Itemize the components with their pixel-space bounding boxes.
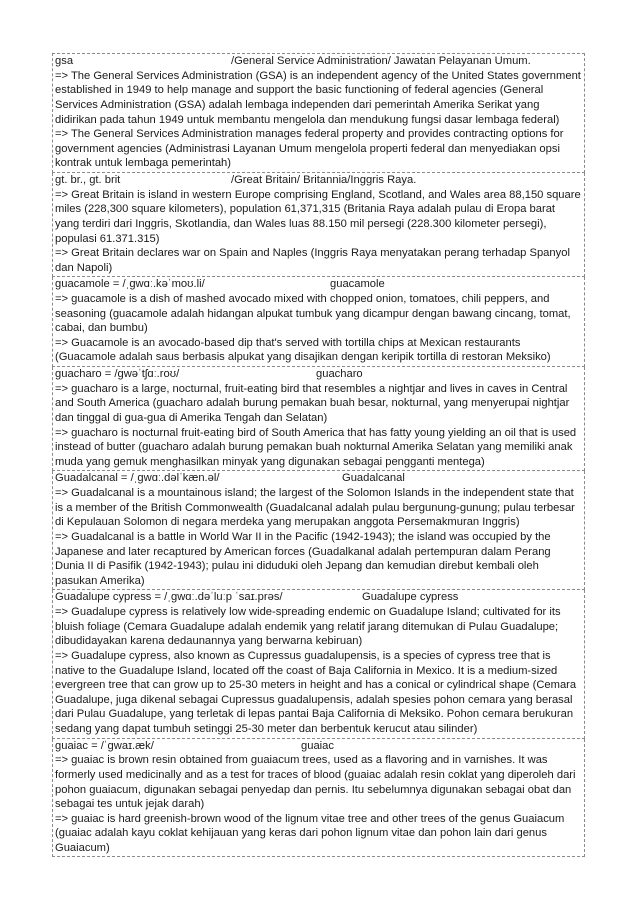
entry-header	[55, 367, 582, 382]
entry-definition: => Guadalupe cypress is relatively low wide-spreading endemic on Guadalupe Island; cultivated for its bluish foliage (Cemara Guadalupe adalah endemik yang relatif jarang ditemukan di Pulau Guadalupe; dibudidayakan karena dedaunannya yang berwarna kebiruan)	[55, 606, 561, 648]
entry-gloss: Guadalcanal	[342, 472, 405, 485]
entry-gloss: guacamole	[330, 278, 385, 291]
entry-definition: => guaiac is brown resin obtained from guaiacum trees, used as a flavoring and in varnishes. It was formerly used medicinally and as a test for traces of blood (guaiac adalah resin coklat yang diperoleh dari pohon guaiacum, digunakan sebagai penyedap dan pernis. Itu sebelumnya digunakan sebagai obat dan sebagai tes untuk jejak darah)	[55, 754, 576, 811]
entry-definition: => guacamole is a dish of mashed avocado mixed with chopped onion, tomatoes, chili peppers, and seasoning (guacamole adalah hidangan alpukat tumbuk yang dicampur dengan bawang cincang, tomat, cabai, dan bumbu)	[55, 293, 571, 335]
entry-definition: => Guadalupe cypress, also known as Cupressus guadalupensis, is a species of cypress tree that is native to the Guadalupe Island, located off the coast of Baja California in Mexico. It is a medium-sized evergreen tree that can grow up to 25-30 meters in height and has a conical or cylindrical shape (Cemara Guadalupe, juga dikenal sebagai Cupressus guadalupensis, adalah spesies pohon cemara yang berasal dari Pulau Guadalupe, yang terletak di lepas pantai Baja California di Meksiko. Pohon cemara berukuran sedang yang dapat tumbuh setinggi 25-30 meter dan berbentuk kerucut atau silinder)	[55, 649, 577, 735]
entry-header	[55, 590, 582, 605]
entry-definition: => Guadalcanal is a mountainous island; the largest of the Solomon Islands in the independent state that is a member of the British Commonwealth (Guadalcanal adalah pulau bergunung-gunung; pulau terbesar di Kepulauan Solomon di negara merdeka yang merupakan anggota Persemakmuran Inggris)	[55, 487, 575, 529]
entry-gloss: Guadalupe cypress	[362, 591, 459, 604]
entry-great-britain	[52, 173, 585, 277]
entry-term: guaiac = /ˈɡwaɪ.æk/	[55, 739, 154, 752]
entry-gloss: guaiac	[301, 739, 334, 752]
entry-term: Guadalcanal = /ˌɡwɑː.dəlˈkæn.əl/	[55, 472, 220, 485]
entry-header	[55, 471, 582, 486]
entry-definition: => Guadalcanal is a battle in World War II in the Pacific (1942-1943); the island was occupied by the Japanese and later recaptured by American forces (Guadalkanal adalah pertempuran dalam Perang Dunia II di Pasifik (1942-1943); pulau ini diduduki oleh Jepang dan kemudian direbut kembali oleh pasukan Amerika)	[55, 531, 551, 587]
entry-term: guacharo = /ɡwəˈtʃɑː.roʊ/	[55, 368, 180, 381]
entry-header	[55, 277, 582, 292]
entry-definition: => Great Britain is island in western Europe comprising England, Scotland, and Wales area 88,150 square miles (228,300 square kilometers), population 61,371,315 (Britania Raya adalah pulau di Eropa barat yang terdiri dari Inggris, Skotlandia, dan Wales luas 88.150 mil persegi (228.300 kilometer persegi), populasi 61.371.315)	[55, 188, 581, 245]
entry-guacamole	[52, 277, 585, 367]
entry-guadalupe-cypress	[52, 590, 585, 738]
entry-gloss: /General Service Administration/ Jawatan Pelayanan Umum.	[231, 55, 531, 67]
dictionary-page	[52, 53, 585, 857]
entry-gloss: /Great Britain/ Britannia/Inggris Raya.	[231, 173, 417, 186]
entry-term: gsa	[55, 55, 74, 67]
entry-gsa	[52, 53, 585, 173]
entry-definition: => guaiac is hard greenish-brown wood of the lignum vitae tree and other trees of the genus Guaiacum (guaiac adalah kayu coklat kehijauan yang keras dari pohon lignum vitae dan pohon lain dari genus Guaiacum)	[55, 812, 565, 854]
entry-header	[55, 739, 582, 754]
entry-definition: => Guacamole is an avocado-based dip that's served with tortilla chips at Mexican restaurants (Guacamole adalah saus berbasis alpukat yang disajikan dengan keripik tortilla di restoran Meksiko)	[55, 336, 551, 364]
entry-header	[55, 173, 582, 188]
entry-definition: => guacharo is nocturnal fruit-eating bird of South America that has fatty young yielding an oil that is used instead of butter (guacharo adalah burung pemakan buah nokturnal Amerika Selatan yang memiliki anak muda yang gemuk menghasilkan minyak yang digunakan sebagai pengganti mentega)	[55, 426, 577, 468]
entry-guacharo	[52, 367, 585, 471]
entry-guaiac	[52, 739, 585, 858]
entry-definition: => guacharo is a large, nocturnal, fruit-eating bird that resembles a nightjar and lives in caves in Central and South America (guacharo adalah burung pemakan buah besar, nokturnal, yang menyerupai nightjar dan tinggal di gua-gua di Amerika Tengah dan Selatan)	[55, 382, 570, 425]
entry-term: gt. br., gt. brit	[55, 173, 121, 186]
entry-term: guacamole = /ˌɡwɑː.kəˈmoʊ.li/	[55, 278, 205, 291]
entry-gloss: guacharo	[316, 368, 363, 381]
entry-definition: => Great Britain declares war on Spain and Naples (Inggris Raya menyatakan perang terhadap Spanyol dan Napoli)	[55, 247, 570, 274]
entry-definition: => The General Services Administration manages federal property and provides contracting options for government agencies (Administrasi Layanan Umum mengelola properti federal dan menyediakan opsi kontrak untuk lembaga pemerintah)	[55, 128, 564, 170]
entry-guadalcanal	[52, 471, 585, 590]
entry-header	[55, 54, 582, 69]
entry-definition: => The General Services Administration (GSA) is an independent agency of the United States government established in 1949 to help manage and support the basic functioning of federal agencies (General Services Administration (GSA) adalah lembaga independen dari pemerintah Amerika Serikat yang didirikan pada tahun 1949 untuk membantu mengelola dan mendukung fungsi dasar lembaga federal)	[55, 69, 581, 126]
entry-term: Guadalupe cypress = /ˌɡwɑː.dəˈluːp ˈsaɪ.prəs/	[55, 591, 283, 604]
